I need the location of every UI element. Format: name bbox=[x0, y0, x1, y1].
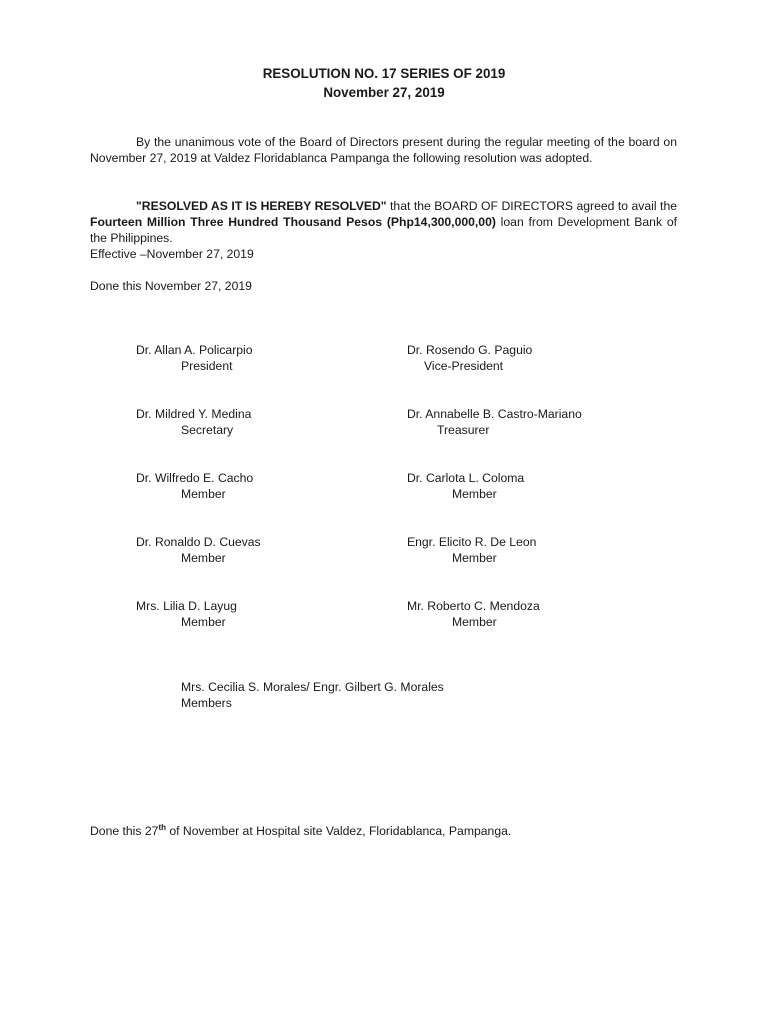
signatory-role: Secretary bbox=[181, 423, 234, 437]
signatory-role: Member bbox=[181, 487, 226, 501]
signatory-name: Dr. Ronaldo D. Cuevas bbox=[136, 535, 261, 549]
signatory-role: President bbox=[181, 359, 233, 373]
closing-statement bbox=[90, 823, 511, 839]
intro-paragraph bbox=[90, 134, 677, 166]
loan-amount: Fourteen Million Three Hundred Thousand Pesos (Php14,300,000,00) bbox=[90, 215, 496, 229]
signatory-role: Member bbox=[181, 615, 226, 629]
signatory-role: Member bbox=[452, 487, 497, 501]
closing-prefix: Done this 27 bbox=[90, 824, 159, 838]
signatory-name: Dr. Carlota L. Coloma bbox=[407, 471, 525, 485]
signatory-members bbox=[181, 679, 444, 711]
resolution-text-1: that the BOARD OF DIRECTORS agreed to avail the bbox=[386, 199, 677, 213]
effective-date: Effective –November 27, 2019 bbox=[90, 247, 254, 261]
resolved-clause: "RESOLVED AS IT IS HEREBY RESOLVED" bbox=[136, 199, 387, 213]
signatory-member bbox=[407, 598, 540, 630]
signatory-member bbox=[136, 598, 237, 630]
intro-text: By the unanimous vote of the Board of Directors present during the regular meeting of the board on November 27, 2019 at Valdez Floridablanca Pampanga the following resolution was adopted. bbox=[90, 135, 677, 165]
signatory-name: Dr. Allan A. Policarpio bbox=[136, 343, 253, 357]
signatory-role: Member bbox=[181, 551, 226, 565]
signatory-name: Dr. Mildred Y. Medina bbox=[136, 407, 252, 421]
signatory-vice-president bbox=[407, 342, 532, 374]
closing-superscript: th bbox=[158, 822, 166, 832]
signatory-treasurer bbox=[407, 406, 582, 438]
signatory-name: Dr. Annabelle B. Castro-Mariano bbox=[407, 407, 582, 421]
resolution-header bbox=[0, 64, 768, 102]
resolution-title: RESOLUTION NO. 17 SERIES OF 2019 bbox=[262, 66, 506, 81]
closing-suffix: of November at Hospital site Valdez, Floridablanca, Pampanga. bbox=[166, 824, 512, 838]
resolution-paragraph bbox=[90, 198, 677, 246]
signatory-role: Member bbox=[452, 615, 497, 629]
signatory-role: Treasurer bbox=[437, 423, 490, 437]
signatory-member bbox=[407, 470, 524, 502]
resolution-date: November 27, 2019 bbox=[323, 85, 445, 100]
signatory-president bbox=[136, 342, 253, 374]
done-date: Done this November 27, 2019 bbox=[90, 279, 252, 293]
signatory-role: Vice-President bbox=[424, 359, 504, 373]
signatory-secretary bbox=[136, 406, 251, 438]
signatory-name: Mr. Roberto C. Mendoza bbox=[407, 599, 540, 613]
signatory-role: Member bbox=[452, 551, 497, 565]
signatory-role: Members bbox=[181, 696, 232, 710]
signatory-name: Engr. Elicito R. De Leon bbox=[407, 535, 537, 549]
signatory-member bbox=[136, 470, 253, 502]
resolution-text-2: loan from Development Bank of the Philippines. bbox=[90, 215, 677, 245]
signatory-name: Mrs. Lilia D. Layug bbox=[136, 599, 237, 613]
signatory-name: Dr. Wilfredo E. Cacho bbox=[136, 471, 254, 485]
signatory-member bbox=[136, 534, 261, 566]
signatory-name: Mrs. Cecilia S. Morales/ Engr. Gilbert G. Morales bbox=[181, 680, 444, 694]
signatory-member bbox=[407, 534, 536, 566]
signatory-name: Dr. Rosendo G. Paguio bbox=[407, 343, 533, 357]
